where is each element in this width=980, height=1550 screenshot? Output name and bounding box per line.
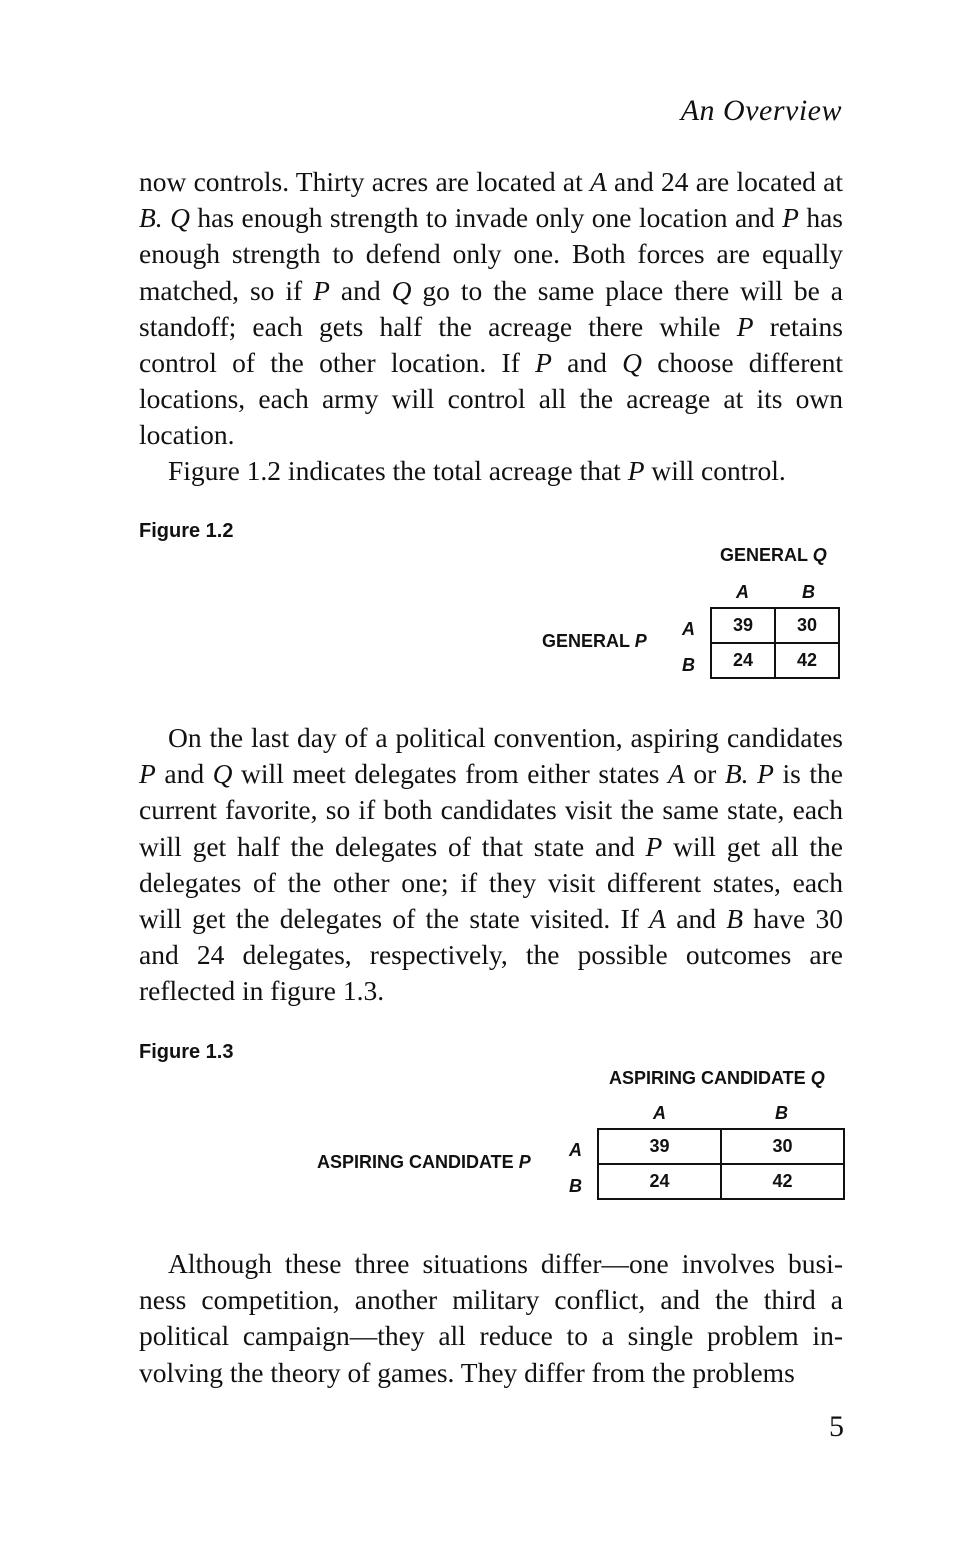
paragraph-1: now controls. Thirty acres are located at A and 24 are located at B. Q has enough strength to invade only one location and P has enough strength to defend only one. Both forces are equally matched, so if P and Q go to the same place there will be a standoff; each gets half the acreage there while P retains control of the other location. If P and Q choose different locations, each army will control all the acreage at its own location. (139, 166, 843, 451)
figure-1-3-row-header-b: B (569, 1176, 582, 1196)
figure-1-2-row-header-a: A (682, 619, 695, 639)
figure-1-3-col-header-b: B (775, 1103, 788, 1123)
running-head: An Overview (680, 94, 842, 127)
figure-1-3-row-header-a: A (569, 1140, 582, 1160)
page-number: 5 (829, 1410, 844, 1443)
paragraph-2: Figure 1.2 indicates the total acreage that P will control. (168, 455, 786, 486)
figure-1-3-column-player: ASPIRING CANDIDATE Q (609, 1068, 825, 1088)
figure-1-3-payoff-matrix (597, 1128, 845, 1200)
figure-1-2-row-header-b: B (682, 655, 695, 675)
figure-1-2-col-header-b: B (802, 582, 815, 602)
figure-1-2-payoff-matrix (710, 607, 840, 679)
matrix-cell: 42 (721, 1164, 844, 1199)
figure-1-2-label: Figure 1.2 (139, 520, 234, 542)
matrix-cell: 30 (721, 1129, 844, 1164)
matrix-cell: 24 (598, 1164, 721, 1199)
paragraph-3: On the last day of a political convention, aspiring candidates P and Q will meet delegates from either states A or B. P is the current favorite, so if both candidates visit the same state, each will get half the delegates of that state and P will get all the delegates of the other one; if they visit different states, each will get the delegates of the state visited. If A and B have 30 and 24 delegates, respectively, the possible outcomes are reflected in figure 1.3. (139, 722, 843, 1007)
figure-1-3-label: Figure 1.3 (139, 1041, 234, 1063)
matrix-cell: 30 (775, 608, 839, 643)
figure-1-3-col-header-a: A (653, 1103, 666, 1123)
matrix-cell: 24 (711, 643, 775, 678)
matrix-cell: 39 (598, 1129, 721, 1164)
figure-1-3-row-player: ASPIRING CANDIDATE P (317, 1152, 531, 1172)
paragraph-4: Although these three situations differ—one involves business competition, another military conflict, and the third a political campaign—they all reduce to a single problem involving the theory of games. They differ from the problems (139, 1248, 843, 1388)
matrix-cell: 42 (775, 643, 839, 678)
matrix-cell: 39 (711, 608, 775, 643)
figure-1-2-row-player: GENERAL P (542, 631, 647, 651)
figure-1-2-col-header-a: A (736, 582, 749, 602)
figure-1-2-column-player: GENERAL Q (720, 545, 827, 565)
